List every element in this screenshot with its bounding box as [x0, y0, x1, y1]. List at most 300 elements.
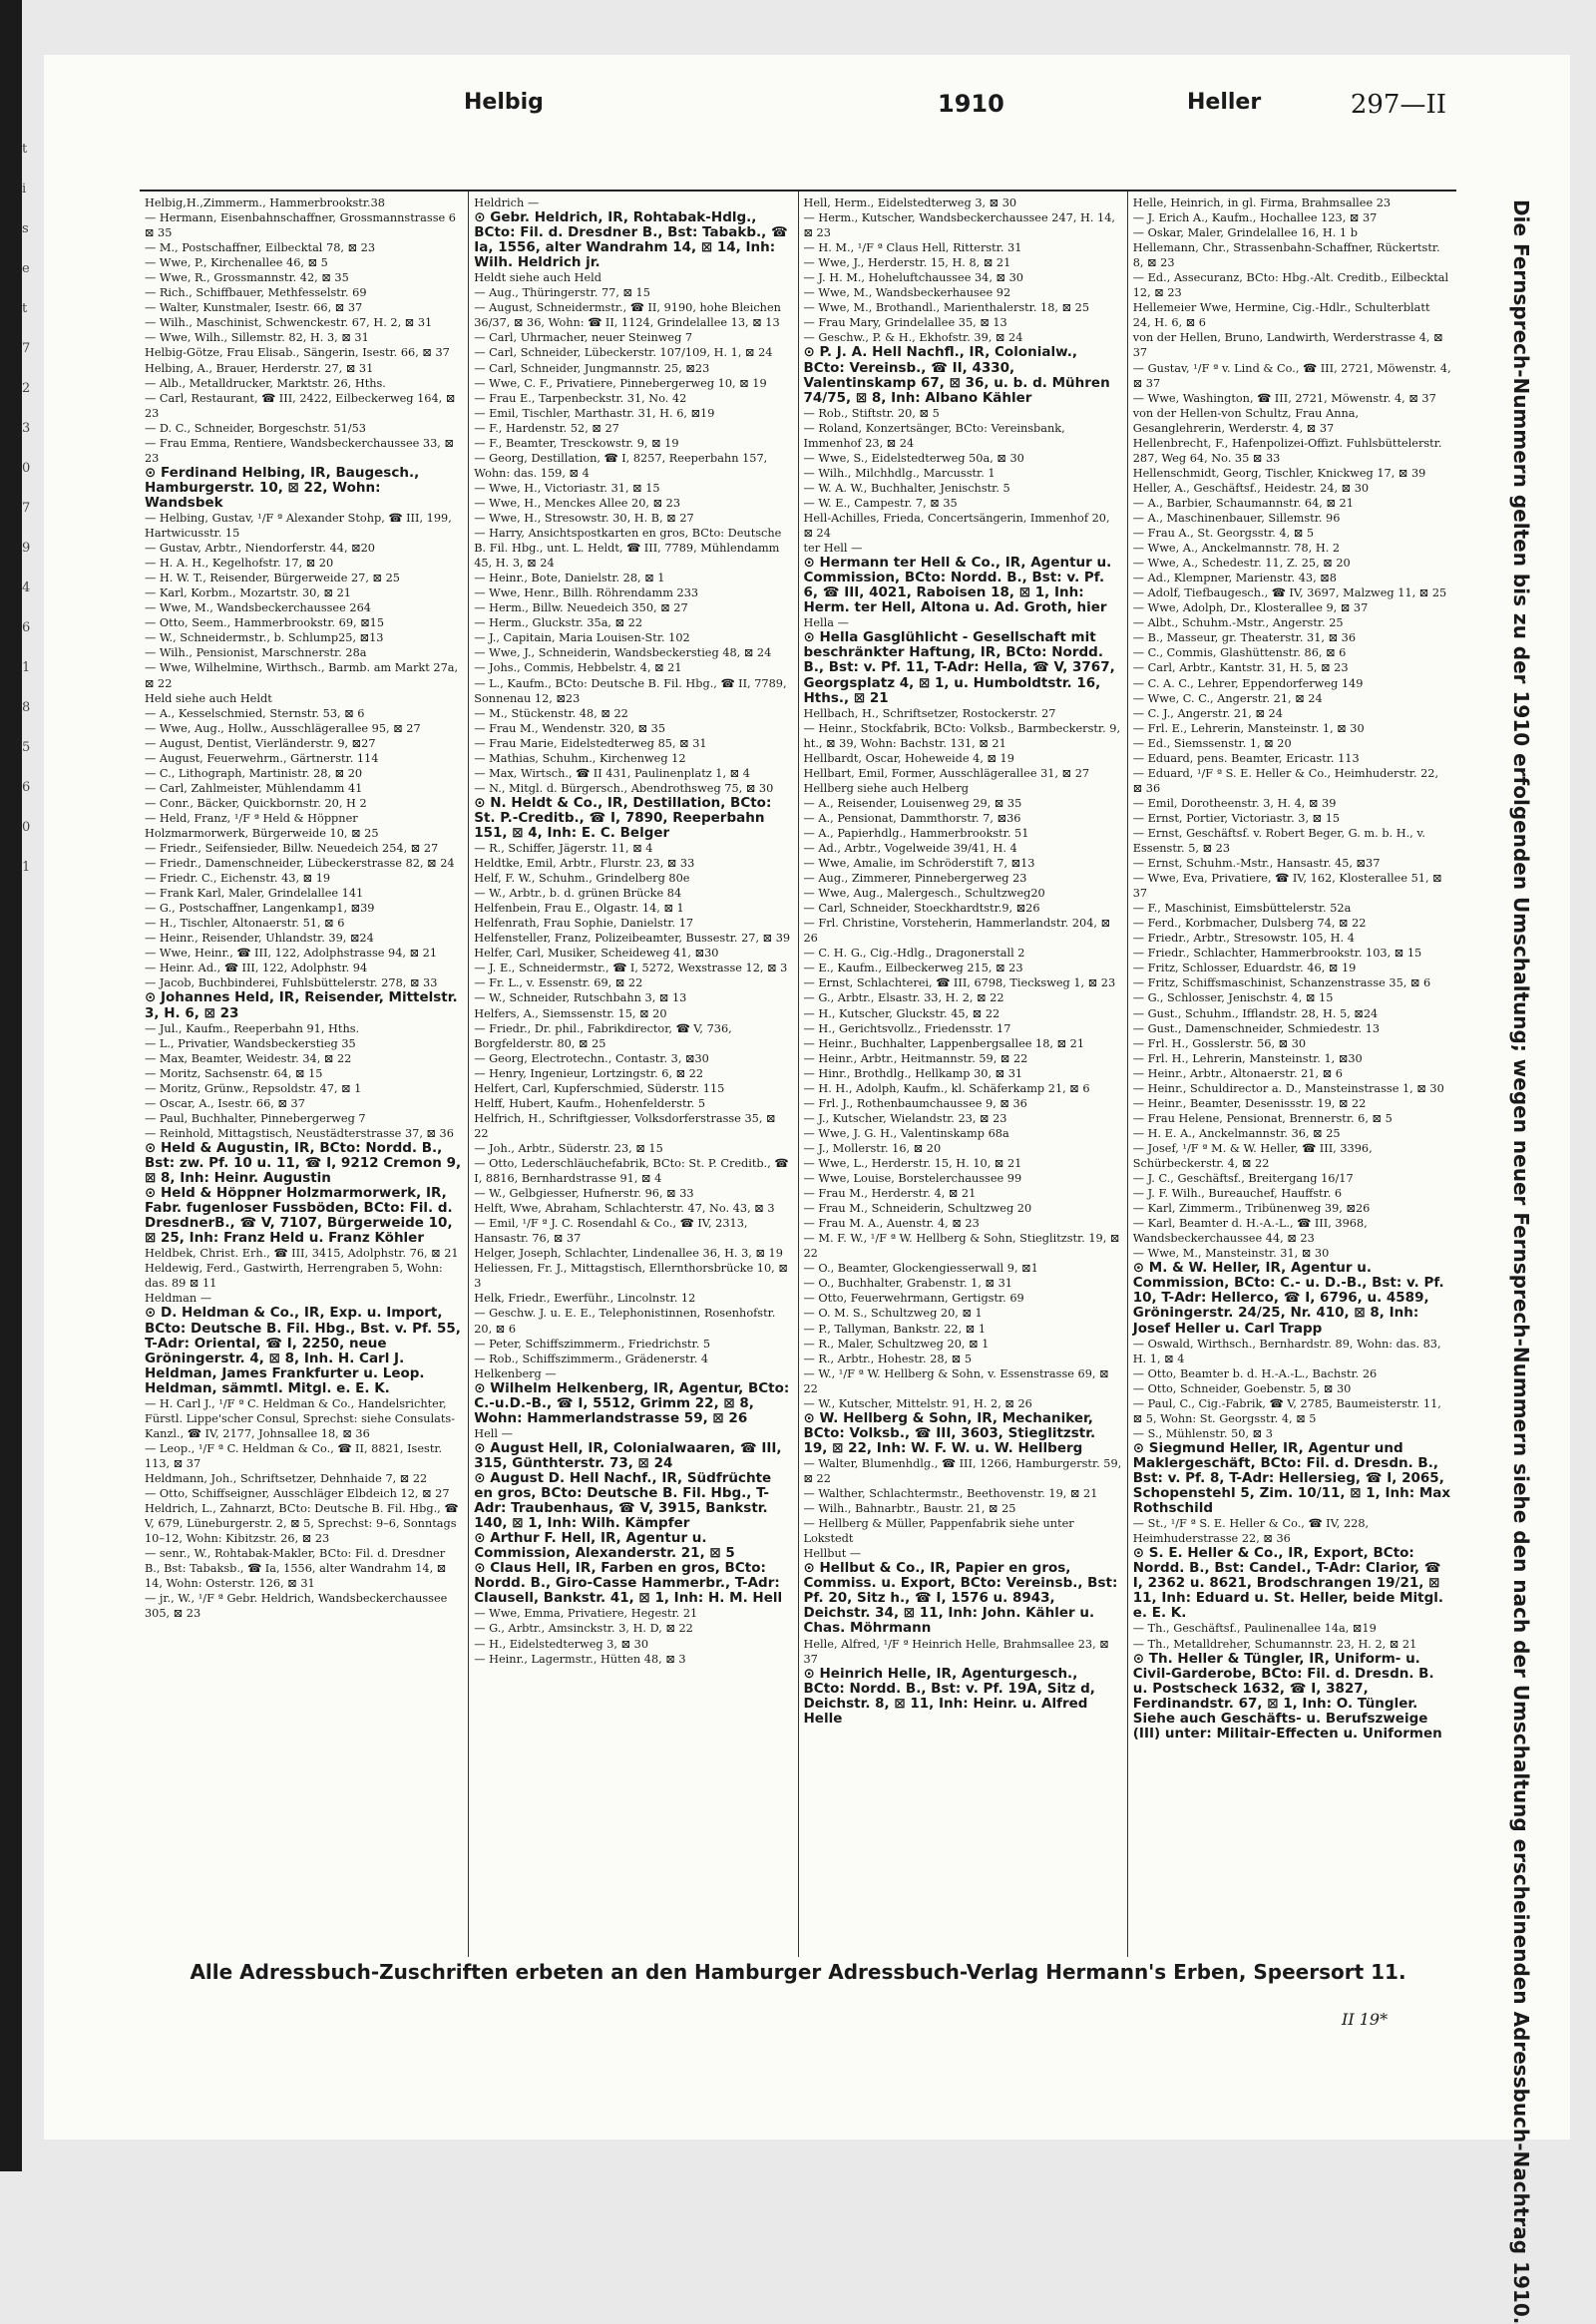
directory-entry: — Wwe, M., Wandsbeckerhausee 92: [803, 286, 1011, 300]
directory-entry: — Walter, Kunstmaler, Isestr. 66, ⊠ 37: [145, 301, 363, 315]
directory-entry: ⊙ N. Heldt & Co., IR, Destillation, BCto: St. P.-Creditb., ☎ I, 7890, Reeperbahn 151, ⊠ 4, Inh: E. C. Belger: [474, 794, 772, 841]
directory-entry: — Frl. J., Rothenbaumchaussee 9, ⊠ 36: [803, 1096, 1027, 1110]
directory-entry: Helfer, Carl, Musiker, Scheideweg 41, ⊠30: [474, 947, 719, 961]
directory-entry: ⊙ W. Hellberg & Sohn, IR, Mechaniker, BCto: Volksb., ☎ III, 3603, Stieglitzstr. 19, ⊠ 22, Inh: W. F. W. u. W. Hellberg: [803, 1409, 1096, 1456]
directory-entry: — Heinr., Beamter, Desenissstr. 19, ⊠ 22: [1132, 1096, 1367, 1110]
directory-entry: ⊙ Hermann ter Hell & Co., IR, Agentur u. Commission, BCto: Nordd. B., Bst: v. Pf. 6, ☎ III, 4021, Raboisen 18, ⊠ 1, Inh: Herm. ter Hell, Altona u. Ad. Groth, hier: [803, 555, 1112, 616]
directory-entry: — Oskar, Maler, Grindelallee 16, H. 1 b: [1132, 226, 1358, 240]
directory-entry: Helfrich, H., Schriftgiesser, Volksdorferstrasse 35, ⊠ 22: [474, 1111, 776, 1140]
directory-entry: — Wwe, Adolph, Dr., Klosterallee 9, ⊠ 37: [1132, 601, 1369, 615]
directory-entry: Helff, Hubert, Kaufm., Hohenfelderstr. 5: [474, 1096, 706, 1110]
directory-entry: ⊙ Held & Augustin, IR, BCto: Nordd. B., Bst: zw. Pf. 10 u. 11, ☎ I, 9212 Cremon 9, ⊠ 8, Inh: Heinr. Augustin: [145, 1139, 462, 1187]
directory-entry: — O. M. S., Schultzweg 20, ⊠ 1: [803, 1307, 983, 1321]
directory-entry: — Wwe, A., Schedestr. 11, Z. 25, ⊠ 20: [1132, 557, 1351, 571]
directory-entry: — Heinr., Reisender, Uhlandstr. 39, ⊠24: [145, 932, 374, 946]
directory-entry: Heldewig, Ferd., Gastwirth, Herrengraben 5, Wohn: das. 89 ⊠ 11: [145, 1262, 443, 1291]
directory-entry: — B., Masseur, gr. Theaterstr. 31, ⊠ 36: [1132, 631, 1357, 645]
directory-entry: — Rich., Schiffbauer, Methfesselstr. 69: [145, 286, 367, 300]
margin-fragment: t: [22, 142, 28, 157]
directory-entry: — Geschw. J. u. E. E., Telephonistinnen, Rosenhofstr. 20, ⊠ 6: [474, 1307, 776, 1336]
directory-entry: — A., Barbier, Schaumannstr. 64, ⊠ 21: [1132, 496, 1354, 510]
directory-entry: ⊙ August Hell, IR, Colonialwaaren, ☎ III, 315, Günthterstr. 73, ⊠ 24: [474, 1439, 782, 1471]
directory-entry: — Wilh., Bahnarbtr., Baustr. 21, ⊠ 25: [803, 1502, 1016, 1516]
directory-entry: — Reinhold, Mittagstisch, Neustädterstrasse 37, ⊠ 36: [145, 1126, 454, 1140]
directory-entry: — August, Dentist, Vierländerstr. 9, ⊠27: [145, 736, 376, 750]
directory-column-1: [140, 192, 469, 1957]
directory-entry: — Heinr. Ad., ☎ III, 122, Adolphstr. 94: [145, 962, 368, 975]
directory-entry: — Wwe, Henr., Billh. Röhrendamm 233: [474, 586, 699, 600]
side-notice: [1501, 199, 1541, 2324]
directory-entry: Heldrich —: [474, 196, 540, 209]
page-number: 297—II: [1350, 90, 1446, 120]
directory-entry: — Albt., Schuhm.-Mstr., Angerstr. 25: [1132, 616, 1344, 630]
directory-entry: — Heinr., Buchhalter, Lappenbergsallee 18, ⊠ 21: [803, 1036, 1085, 1050]
directory-entry: — Jacob, Buchbinderei, Fuhlsbüttelerstr. 278, ⊠ 33: [145, 976, 438, 990]
directory-entry: — Conr., Bäcker, Quickbornstr. 20, H 2: [145, 796, 367, 810]
directory-entry: — A., Pensionat, Dammthorstr. 7, ⊠36: [803, 811, 1021, 825]
directory-entry: — Heinr., Schuldirector a. D., Mansteinstrasse 1, ⊠ 30: [1132, 1081, 1444, 1095]
directory-entry: — Hermann, Eisenbahnschaffner, Grossmannstrasse 6 ⊠ 35: [145, 211, 456, 240]
directory-entry: — Wwe, Wilhelmine, Wirthsch., Barmb. am Markt 27a, ⊠ 22: [145, 661, 459, 690]
directory-entry: — Frau M., Schneiderin, Schultzweg 20: [803, 1202, 1032, 1216]
directory-entry: Hellenbrecht, F., Hafenpolizei-Offizt. Fuhlsbüttelerstr. 287, Weg 64, No. 35 ⊠ 33: [1132, 436, 1442, 465]
directory-entry: — S., Mühlenstr. 50, ⊠ 3: [1132, 1426, 1273, 1440]
directory-entry: Hell, Herm., Eidelstedterweg 3, ⊠ 30: [803, 196, 1017, 209]
directory-entry: — Wilh., Milchhdlg., Marcusstr. 1: [803, 466, 996, 480]
directory-entry: ⊙ Hellbut & Co., IR, Papier en gros, Commiss. u. Export, BCto: Vereinsb., Bst: Pf. 20, Sitz h., ☎ I, 1576 u. 8943, Deichstr. 34, ⊠ 11, Inh: John. Kähler u. Chas. Möhrmann: [803, 1560, 1118, 1637]
directory-entry: von der Hellen, Bruno, Landwirth, Werderstrasse 4, ⊠ 37: [1132, 331, 1443, 360]
margin-fragment: 3: [22, 421, 31, 436]
directory-entry: von der Hellen-von Schultz, Frau Anna, Gesanglehrerin, Werderstr. 4, ⊠ 37: [1132, 406, 1360, 435]
directory-entry: — Helbing, Gustav, ¹/F ª Alexander Stohp, ☎ III, 199, Hartwicusstr. 15: [145, 511, 452, 541]
directory-entry: — J. H. M., Hoheluftchaussee 34, ⊠ 30: [803, 271, 1023, 285]
directory-entry: ⊙ Hella Gasglühlicht - Gesellschaft mit beschränkter Haftung, IR, BCto: Nordd. B., Bst: v. Pf. 11, T-Adr: Hella, ☎ V, 3767, Georgsplatz 4, ⊠ 1, u. Humboldtstr. 16, Hths., ⊠ 21: [803, 629, 1115, 706]
directory-entry: — Josef, ¹/F ª M. & W. Heller, ☎ III, 3396, Schürbeckerstr. 4, ⊠ 22: [1132, 1141, 1373, 1170]
directory-entry: — Mathias, Schuhm., Kirchenweg 12: [474, 751, 686, 765]
directory-entry: — Rob., Stiftstr. 20, ⊠ 5: [803, 406, 940, 420]
directory-entry: — Friedr., Dr. phil., Fabrikdirector, ☎ V, 736, Borgfelderstr. 80, ⊠ 25: [474, 1021, 732, 1050]
directory-entry: — Wwe, R., Grossmannstr. 42, ⊠ 35: [145, 271, 349, 285]
directory-entry: — St., ¹/F ª S. E. Heller & Co., ☎ IV, 228, Heimhuderstrasse 22, ⊠ 36: [1132, 1517, 1370, 1546]
directory-entry: — H. Carl J., ¹/F ª C. Heldman & Co., Handelsrichter, Fürstl. Lippe'scher Consul, Sprechst: siehe Consulats-Kanzl., ☎ IV, 2177, Johnsallee 18, ⊠ 36: [145, 1396, 456, 1440]
directory-entry: — August, Schneidermstr., ☎ II, 9190, hohe Bleichen 36/37, ⊠ 36, Wohn: ☎ II, 1124, Grindelallee 13, ⊠ 13: [474, 301, 781, 330]
margin-fragment: 6: [22, 780, 31, 795]
directory-entry: — W. E., Campestr. 7, ⊠ 35: [803, 496, 958, 510]
directory-entry: — August, Feuerwehrm., Gärtnerstr. 114: [145, 751, 379, 765]
directory-entry: — Carl, Schneider, Lübeckerstr. 107/109, H. 1, ⊠ 24: [474, 346, 773, 360]
directory-entry: — Ernst, Portier, Victoriastr. 3, ⊠ 15: [1132, 811, 1341, 825]
header-year: 1910: [938, 90, 1004, 118]
directory-entry: — Carl, Arbtr., Kantstr. 31, H. 5, ⊠ 23: [1132, 661, 1349, 675]
directory-entry: — Frl. Christine, Vorsteherin, Hammerlandstr. 204, ⊠ 26: [803, 917, 1111, 946]
directory-entry: — H., Gerichtsvollz., Friedensstr. 17: [803, 1021, 1011, 1035]
directory-entry: ⊙ Held & Höppner Holzmarmorwerk, IR, Fabr. fugenloser Fussböden, BCto: Fil. d. DresdnerB., ☎ V, 7107, Bürgerweide 10, ⊠ 25, Inh: Franz Held u. Franz Köhler: [145, 1185, 453, 1247]
directory-entry: — H. E. A., Anckelmannstr. 36, ⊠ 25: [1132, 1126, 1341, 1140]
directory-entry: — Eduard, ¹/F ª S. E. Heller & Co., Heimhuderstr. 22, ⊠ 36: [1132, 766, 1439, 795]
directory-entry: — Emil, ¹/F ª J. C. Rosendahl & Co., ☎ IV, 2313, Hansastr. 76, ⊠ 37: [474, 1217, 748, 1246]
directory-entry: — F., Hardenstr. 52, ⊠ 27: [474, 421, 619, 435]
directory-entry: — W., Arbtr., b. d. grünen Brücke 84: [474, 887, 682, 901]
directory-entry: — Jul., Kaufm., Reeperbahn 91, Hths.: [145, 1021, 360, 1035]
directory-entry: — Wwe, C. F., Privatiere, Pinnebergerweg 10, ⊠ 19: [474, 376, 767, 390]
directory-entry: — Geschw., P. & H., Ekhofstr. 39, ⊠ 24: [803, 331, 1023, 345]
directory-entry: — A., Papierhdlg., Hammerbrookstr. 51: [803, 826, 1029, 840]
directory-entry: — J. E., Schneidermstr., ☎ I, 5272, Wexstrasse 12, ⊠ 3: [474, 962, 788, 975]
directory-entry: Hellbart, Emil, Former, Ausschlägerallee 31, ⊠ 27: [803, 766, 1090, 780]
directory-entry: — J., Mollerstr. 16, ⊠ 20: [803, 1141, 942, 1155]
directory-entry: — Th., Geschäftsf., Paulinenallee 14a, ⊠19: [1132, 1622, 1377, 1636]
directory-entry: — Th., Metalldreher, Schumannstr. 23, H. 2, ⊠ 21: [1132, 1637, 1417, 1651]
directory-entry: — Karl, Korbm., Mozartstr. 30, ⊠ 21: [145, 586, 351, 600]
directory-entry: Helft, Wwe, Abraham, Schlachterstr. 47, No. 43, ⊠ 3: [474, 1202, 775, 1216]
directory-entry: Hellenschmidt, Georg, Tischler, Knickweg 17, ⊠ 39: [1132, 466, 1426, 480]
directory-entry: — Gust., Schuhm., Ifflandstr. 28, H. 5, ⊠24: [1132, 1006, 1379, 1020]
directory-entry: — Wwe, M., Wandsbeckerchaussee 264: [145, 601, 371, 615]
directory-entry: — A., Maschinenbauer, Sillemstr. 96: [1132, 511, 1341, 525]
directory-entry: — Friedr., Damenschneider, Lübeckerstrasse 82, ⊠ 24: [145, 857, 455, 871]
scan-edge: [0, 0, 22, 2171]
directory-entry: — Wwe, J., Schneiderin, Wandsbeckerstieg 48, ⊠ 24: [474, 646, 772, 660]
directory-entry: Helfenrath, Frau Sophie, Danielstr. 17: [474, 917, 694, 931]
directory-entry: ⊙ Claus Hell, IR, Farben en gros, BCto: Nordd. B., Giro-Casse Hammerbr., T-Adr: Clausell, Bankstr. 41, ⊠ 1, Inh: H. M. Hell: [474, 1560, 783, 1607]
side-notice-text: Die Fernsprech-Nummern gelten bis zu der 1910 erfolgenden Umschaltung; wegen neuer Fernsprech-Nummern siehe den nach der Umschaltung erscheinenden Adressbuch-Nachtrag 1910.: [1509, 199, 1533, 2324]
directory-entry: ⊙ Ferdinand Helbing, IR, Baugesch., Hamburgerstr. 10, ⊠ 22, Wohn: Wandsbek: [145, 464, 420, 511]
directory-entry: — O., Buchhalter, Grabenstr. 1, ⊠ 31: [803, 1277, 1012, 1291]
directory-entry: — Carl, Schneider, Jungmannstr. 25, ⊠23: [474, 361, 710, 375]
directory-entry: — Joh., Arbtr., Süderstr. 23, ⊠ 15: [474, 1141, 663, 1155]
directory-entry: — Heinr., Lagermstr., Hütten 48, ⊠ 3: [474, 1652, 686, 1666]
directory-entry: ⊙ Siegmund Heller, IR, Agentur und Maklergeschäft, BCto: Fil. d. Dresdn. B., Bst: v. Pf. 8, T-Adr: Hellersieg, ☎ I, 2065, Schopenstehl 5, Zim. 10/11, ⊠ 1, Inh: Max Rothschild: [1132, 1439, 1451, 1517]
margin-fragment: 6: [22, 620, 31, 635]
directory-entry: — Hellberg & Müller, Pappenfabrik siehe unter Lokstedt: [803, 1517, 1074, 1546]
directory-entry: — G., Arbtr., Amsinckstr. 3, H. D, ⊠ 22: [474, 1622, 693, 1636]
directory-entry: — Herm., Kutscher, Wandsbeckerchaussee 247, H. 14, ⊠ 23: [803, 211, 1116, 240]
directory-entry: — Wwe, Aug., Malergesch., Schultzweg20: [803, 887, 1045, 901]
directory-entry: Heldtke, Emil, Arbtr., Flurstr. 23, ⊠ 33: [474, 857, 695, 871]
page-mark: II 19*: [1342, 2010, 1389, 2029]
directory-entry: — Emil, Tischler, Marthastr. 31, H. 6, ⊠19: [474, 406, 715, 420]
directory-entry: — Ed., Assecuranz, BCto: Hbg.-Alt. Creditb., Eilbecktal 12, ⊠ 23: [1132, 271, 1449, 300]
margin-fragment: e: [22, 261, 30, 276]
directory-entry: — Otto, Beamter b. d. H.-A.-L., Bachstr. 26: [1132, 1366, 1378, 1380]
directory-entry: — Frau A., St. Georgsstr. 4, ⊠ 5: [1132, 527, 1315, 541]
directory-entry: — Frl. H., Lehrerin, Mansteinstr. 1, ⊠30: [1132, 1051, 1363, 1065]
directory-entry: — Frau Emma, Rentiere, Wandsbeckerchaussee 33, ⊠ 23: [145, 436, 454, 465]
margin-fragment: 7: [22, 341, 31, 356]
directory-entry: — Frl. E., Lehrerin, Mansteinstr. 1, ⊠ 30: [1132, 721, 1365, 735]
directory-entry: — Ad., Klempner, Marienstr. 43, ⊠8: [1132, 572, 1337, 585]
directory-entry: — H. H., Adolph, Kaufm., kl. Schäferkamp 21, ⊠ 6: [803, 1081, 1090, 1095]
directory-entry: — H., Kutscher, Gluckstr. 45, ⊠ 22: [803, 1006, 1000, 1020]
directory-entry: ⊙ Heinrich Helle, IR, Agenturgesch., BCto: Nordd. B., Bst: v. Pf. 19A, Sitz d, Deichstr. 8, ⊠ 11, Inh: Heinr. u. Alfred Helle: [803, 1665, 1095, 1727]
directory-entry: — D. C., Schneider, Borgeschstr. 51/53: [145, 421, 366, 435]
directory-entry: Hell —: [474, 1426, 513, 1440]
directory-entry: — Frl. H., Gosslerstr. 56, ⊠ 30: [1132, 1036, 1307, 1050]
directory-entry: — Henry, Ingenieur, Lortzingstr. 6, ⊠ 22: [474, 1066, 704, 1080]
directory-entry: — Wwe, Heinr., ☎ III, 122, Adolphstrasse 94, ⊠ 21: [145, 947, 438, 961]
directory-entry: — Adolf, Tiefbaugesch., ☎ IV, 3697, Malzweg 11, ⊠ 25: [1132, 586, 1447, 600]
directory-entry: Helfers, A., Siemssenstr. 15, ⊠ 20: [474, 1006, 667, 1020]
directory-entry: — W., Gelbgiesser, Hufnerstr. 96, ⊠ 33: [474, 1187, 694, 1201]
directory-entry: Helle, Heinrich, in gl. Firma, Brahmsallee 23: [1132, 196, 1392, 209]
directory-entry: — Heinr., Arbtr., Altonaerstr. 21, ⊠ 6: [1132, 1066, 1343, 1080]
directory-entry: — F., Maschinist, Eimsbüttelerstr. 52a: [1132, 902, 1352, 916]
directory-entry: — Wwe, H., Stresowstr. 30, H. B, ⊠ 27: [474, 511, 694, 525]
directory-entry: — Karl, Zimmerm., Tribünenweg 39, ⊠26: [1132, 1202, 1371, 1216]
directory-entry: — C. A. C., Lehrer, Eppendorferweg 149: [1132, 676, 1364, 690]
directory-entry: — A., Kesselschmied, Sternstr. 53, ⊠ 6: [145, 706, 365, 720]
directory-entry: — Herm., Gluckstr. 35a, ⊠ 22: [474, 616, 643, 630]
directory-entry: — Fr. L., v. Essenstr. 69, ⊠ 22: [474, 976, 643, 990]
directory-entry: — Ernst, Geschäftsf. v. Robert Beger, G. m. b. H., v. Essenstr. 5, ⊠ 23: [1132, 826, 1425, 856]
directory-entry: — Aug., Thüringerstr. 77, ⊠ 15: [474, 286, 650, 300]
directory-entry: Helbing, A., Brauer, Herderstr. 27, ⊠ 31: [145, 361, 374, 375]
directory-entry: — H. W. T., Reisender, Bürgerweide 27, ⊠ 25: [145, 572, 400, 585]
directory-entry: Hellbach, H., Schriftsetzer, Rostockerstr. 27: [803, 706, 1056, 720]
directory-entry: — Otto, Lederschläuchefabrik, BCto: St. P. Creditb., ☎ I, 8816, Bernhardstrasse 91, ⊠ 4: [474, 1157, 789, 1186]
directory-entry: — Ferd., Korbmacher, Dulsberg 74, ⊠ 22: [1132, 917, 1367, 931]
directory-entry: — W., Schneidermstr., b. Schlump25, ⊠13: [145, 631, 384, 645]
directory-entry: Helkenberg —: [474, 1366, 557, 1380]
directory-entry: — Oscar, A., Isestr. 66, ⊠ 37: [145, 1096, 305, 1110]
directory-entry: — Herm., Billw. Neuedeich 350, ⊠ 27: [474, 601, 688, 615]
directory-entry: ⊙ P. J. A. Hell Nachfl., IR, Colonialw., BCto: Vereinsb., ☎ II, 4330, Valentinskamp 67, ⊠ 36, u. b. d. Mühren 74/75, ⊠ 8, Inh: Albano Kähler: [803, 344, 1110, 406]
directory-entry: ⊙ D. Heldman & Co., IR, Exp. u. Import, BCto: Deutsche B. Fil. Hbg., Bst. v. Pf. 55, T-Adr: Oriental, ☎ I, 2250, neue Gröningerstr. 4, ⊠ 8, Inh. H. Carl J. Heldman, James Frankfurter u. Leop. Heldman, sämmtl. Mitgl. e. E. K.: [145, 1305, 461, 1396]
directory-entry: Heldmann, Joh., Schriftsetzer, Dehnhaide 7, ⊠ 22: [145, 1471, 428, 1485]
directory-columns: [140, 190, 1456, 1957]
directory-entry: — G., Schlosser, Jenischstr. 4, ⊠ 15: [1132, 991, 1334, 1005]
directory-entry: — Heinr., Bote, Danielstr. 28, ⊠ 1: [474, 572, 665, 585]
margin-fragment: s: [22, 221, 29, 236]
directory-entry: — Emil, Dorotheenstr. 3, H. 4, ⊠ 39: [1132, 796, 1337, 810]
directory-entry: ⊙ Johannes Held, IR, Reisender, Mittelstr. 3, H. 6, ⊠ 23: [145, 989, 458, 1021]
directory-entry: — J. C., Geschäftsf., Breitergang 16/17: [1132, 1172, 1354, 1186]
directory-entry: — Wwe, Emma, Privatiere, Hegestr. 21: [474, 1607, 698, 1621]
directory-entry: ⊙ Th. Heller & Tüngler, IR, Uniform- u. Civil-Garderobe, BCto: Fil. d. Dresdn. B. u. Postscheck 1632, ☎ I, 3827, Ferdinandstr. 67, ⊠ 1, Inh: O. Tüngler. Siehe auch Geschäfts- u. Berufszweige (III) unter: Militair-Effecten u. Uniformen: [1132, 1650, 1442, 1742]
directory-entry: — Peter, Schiffszimmerm., Friedrichstr. 5: [474, 1337, 711, 1351]
directory-entry: Helfensteller, Franz, Polizeibeamter, Bussestr. 27, ⊠ 39: [474, 932, 791, 946]
directory-entry: — Gustav, Arbtr., Niendorferstr. 44, ⊠20: [145, 542, 375, 556]
directory-entry: — Wwe, C. C., Angerstr. 21, ⊠ 24: [1132, 691, 1323, 705]
directory-entry: — Friedr. C., Eichenstr. 43, ⊠ 19: [145, 872, 331, 886]
directory-entry: — Paul, C., Cig.-Fabrik, ☎ V, 2785, Baumeisterstr. 11, ⊠ 5, Wohn: St. Georgsstr. 4, ⊠ 5: [1132, 1396, 1441, 1425]
directory-entry: Hellemeier Wwe, Hermine, Cig.-Hdlr., Schulterblatt 24, H. 6, ⊠ 6: [1132, 301, 1430, 330]
directory-entry: Helfert, Carl, Kupferschmied, Süderstr. 115: [474, 1081, 725, 1095]
margin-fragment: 5: [22, 740, 31, 755]
directory-entry: — G., Arbtr., Elsastr. 33, H. 2, ⊠ 22: [803, 991, 1004, 1005]
running-header: [130, 90, 1446, 124]
directory-entry: — Frau M., Wendenstr. 320, ⊠ 35: [474, 721, 666, 735]
directory-entry: — R., Schiffer, Jägerstr. 11, ⊠ 4: [474, 842, 653, 856]
directory-entry: — Ernst, Schuhm.-Mstr., Hansastr. 45, ⊠37: [1132, 857, 1381, 871]
directory-entry: ⊙ Arthur F. Hell, IR, Agentur u. Commission, Alexanderstr. 21, ⊠ 5: [474, 1530, 735, 1562]
directory-entry: Heller, A., Geschäftsf., Heidestr. 24, ⊠ 30: [1132, 481, 1370, 495]
directory-entry: ⊙ S. E. Heller & Co., IR, Export, BCto: Nordd. B., Bst: Candel., T-Adr: Clarior, ☎ I, 2362 u. 8621, Brodschrangen 19/21, ⊠ 11, Inh: Eduard u. St. Heller, beide Mitgl. e. E. K.: [1132, 1545, 1444, 1622]
directory-entry: — Walter, Blumenhdlg., ☎ III, 1266, Hamburgerstr. 59, ⊠ 22: [803, 1456, 1122, 1485]
directory-entry: — H., Eidelstedterweg 3, ⊠ 30: [474, 1637, 649, 1651]
header-last-name: Heller: [1187, 90, 1262, 115]
previous-page-margin: [22, 140, 42, 2035]
directory-entry: — Max, Wirtsch., ☎ II 431, Paulinenplatz 1, ⊠ 4: [474, 766, 750, 780]
directory-entry: — Wilh., Pensionist, Marschnerstr. 28a: [145, 646, 367, 660]
directory-entry: — Oswald, Wirthsch., Bernhardstr. 89, Wohn: das. 83, H. 1, ⊠ 4: [1132, 1337, 1441, 1365]
margin-fragment: 0: [22, 820, 31, 835]
directory-entry: — Wwe, L., Herderstr. 15, H. 10, ⊠ 21: [803, 1157, 1022, 1170]
directory-entry: Heliessen, Fr. J., Mittagstisch, Ellernthorsbrücke 10, ⊠ 3: [474, 1262, 788, 1291]
directory-entry: Helk, Friedr., Ewerführ., Lincolnstr. 12: [474, 1292, 696, 1306]
margin-fragment: 7: [22, 501, 31, 516]
directory-entry: — Carl, Uhrmacher, neuer Steinweg 7: [474, 331, 693, 345]
directory-entry: — Walther, Schlachtermstr., Beethovenstr. 19, ⊠ 21: [803, 1487, 1098, 1501]
directory-entry: Helger, Joseph, Schlachter, Lindenallee 36, H. 3, ⊠ 19: [474, 1247, 783, 1261]
directory-entry: — Frau Helene, Pensionat, Brennerstr. 6, ⊠ 5: [1132, 1111, 1393, 1125]
margin-fragment: 0: [22, 461, 31, 476]
directory-entry: — C., Lithograph, Martinistr. 28, ⊠ 20: [145, 766, 363, 780]
directory-entry: — Georg, Electrotechn., Contastr. 3, ⊠30: [474, 1051, 709, 1065]
directory-entry: Hell-Achilles, Frieda, Concertsängerin, Immenhof 20, ⊠ 24: [803, 511, 1110, 541]
directory-entry: — Frau Marie, Eidelstedterweg 85, ⊠ 31: [474, 736, 707, 750]
footer-notice: Alle Adressbuch-Zuschriften erbeten an den Hamburger Adressbuch-Verlag Hermann's Erben, Speersort 11.: [190, 1960, 1406, 1984]
directory-entry: — Heinr., Stockfabrik, BCto: Volksb., Barmbeckerstr. 9, ht., ⊠ 39, Wohn: Bachstr. 131, ⊠ 21: [803, 721, 1121, 750]
directory-entry: — R., Maler, Schultzweg 20, ⊠ 1: [803, 1337, 990, 1351]
directory-entry: — M., Stückenstr. 48, ⊠ 22: [474, 706, 628, 720]
directory-entry: — Wwe, J., Herderstr. 15, H. 8, ⊠ 21: [803, 256, 1011, 270]
directory-entry: — J., Capitain, Maria Louisen-Str. 102: [474, 631, 690, 645]
directory-entry: — Max, Beamter, Weidestr. 34, ⊠ 22: [145, 1051, 352, 1065]
directory-entry: — M. F. W., ¹/F ª W. Hellberg & Sohn, Stieglitzstr. 19, ⊠ 22: [803, 1232, 1120, 1261]
directory-entry: Helfenbein, Frau E., Olgastr. 14, ⊠ 1: [474, 902, 684, 916]
directory-entry: ⊙ August D. Hell Nachf., IR, Südfrüchte en gros, BCto: Deutsche B. Fil. Hbg., T-Adr: Traubenhaus, ☎ V, 3915, Bankstr. 140, ⊠ 1, Inh: Wilh. Kämpfer: [474, 1469, 772, 1532]
directory-entry: — Carl, Schneider, Stoeckhardtstr.9, ⊠26: [803, 902, 1040, 916]
directory-entry: Held siehe auch Heldt: [145, 691, 272, 705]
directory-entry: — Rob., Schiffszimmerm., Grädenerstr. 4: [474, 1352, 709, 1365]
directory-entry: — R., Arbtr., Hohestr. 28, ⊠ 5: [803, 1352, 973, 1365]
directory-entry: — H., Tischler, Altonaerstr. 51, ⊠ 6: [145, 917, 345, 931]
directory-entry: ⊙ Wilhelm Helkenberg, IR, Agentur, BCto: C.-u.D.-B., ☎ I, 5512, Grimm 22, ⊠ 8, Wohn: Hammerlandstrasse 59, ⊠ 26: [474, 1379, 790, 1426]
directory-entry: — Wwe, S., Eidelstedterweg 50a, ⊠ 30: [803, 451, 1024, 465]
margin-fragment: i: [22, 182, 27, 196]
directory-entry: — Otto, Schneider, Goebenstr. 5, ⊠ 30: [1132, 1381, 1352, 1395]
directory-entry: — Eduard, pens. Beamter, Ericastr. 113: [1132, 751, 1360, 765]
directory-entry: Helbig-Götze, Frau Elisab., Sängerin, Isestr. 66, ⊠ 37: [145, 346, 450, 360]
directory-entry: Heldrich, L., Zahnarzt, BCto: Deutsche B. Fil. Hbg., ☎ V, 679, Lüneburgerstr. 2, ⊠ 5, Sprechst: 9–6, Sonntags 10–12, Wohn: Kibitzstr. 26, ⊠ 23: [145, 1502, 459, 1546]
directory-entry: Helbig,H.,Zimmerm., Hammerbrookstr.38: [145, 196, 385, 209]
directory-entry: — Frau M. A., Auenstr. 4, ⊠ 23: [803, 1217, 980, 1231]
directory-entry: — Georg, Destillation, ☎ I, 8257, Reeperbahn 157, Wohn: das. 159, ⊠ 4: [474, 451, 768, 480]
directory-entry: — Gust., Damenschneider, Schmiedestr. 13: [1132, 1021, 1381, 1035]
directory-entry: — Hinr., Brothdlg., Hellkamp 30, ⊠ 31: [803, 1066, 1023, 1080]
margin-fragment: t: [22, 301, 28, 316]
directory-entry: — Frau Mary, Grindelallee 35, ⊠ 13: [803, 316, 1007, 330]
directory-entry: — Ed., Siemssenstr. 1, ⊠ 20: [1132, 736, 1292, 750]
directory-entry: Heldbek, Christ. Erh., ☎ III, 3415, Adolphstr. 76, ⊠ 21: [145, 1247, 459, 1261]
directory-entry: — Wwe, Wilh., Sillemstr. 82, H. 3, ⊠ 31: [145, 331, 369, 345]
directory-entry: — H. A. H., Kegelhofstr. 17, ⊠ 20: [145, 557, 334, 571]
directory-entry: — Otto, Seem., Hammerbrookstr. 69, ⊠15: [145, 616, 385, 630]
directory-entry: — Otto, Feuerwehrmann, Gertigstr. 69: [803, 1292, 1024, 1306]
directory-entry: — Fritz, Schiffsmaschinist, Schanzenstrasse 35, ⊠ 6: [1132, 976, 1431, 990]
directory-entry: Hellbut —: [803, 1547, 862, 1561]
directory-entry: Heldman —: [145, 1292, 211, 1306]
directory-entry: — Wwe, Amalie, im Schröderstift 7, ⊠13: [803, 857, 1035, 871]
directory-entry: — W. A. W., Buchhalter, Jenischstr. 5: [803, 481, 1010, 495]
margin-fragment: 9: [22, 541, 31, 556]
directory-entry: — Heinr., Arbtr., Heitmannstr. 59, ⊠ 22: [803, 1051, 1028, 1065]
directory-entry: — Friedr., Schlachter, Hammerbrookstr. 103, ⊠ 15: [1132, 947, 1422, 961]
directory-entry: — L., Kaufm., BCto: Deutsche B. Fil. Hbg., ☎ II, 7789, Sonnenau 12, ⊠23: [474, 676, 787, 705]
directory-entry: — Harry, Ansichtspostkarten en gros, BCto: Deutsche B. Fil. Hbg., unt. L. Heldt, ☎ III, 7789, Mühlendamm 45, H. 3, ⊠ 24: [474, 527, 782, 571]
header-first-name: Helbig: [464, 90, 544, 115]
directory-entry: — Frau E., Tarpenbeckstr. 31, No. 42: [474, 391, 687, 405]
directory-entry: — Wwe, H., Victoriastr. 31, ⊠ 15: [474, 481, 660, 495]
directory-entry: — J. F. Wilh., Bureauchef, Hauffstr. 6: [1132, 1187, 1343, 1201]
directory-entry: — Wwe, Washington, ☎ III, 2721, Möwenstr. 4, ⊠ 37: [1132, 391, 1436, 405]
directory-entry: — Wwe, Louise, Borstelerchaussee 99: [803, 1172, 1022, 1186]
directory-entry: — Roland, Konzertsänger, BCto: Vereinsbank, Immenhof 23, ⊠ 24: [803, 421, 1065, 450]
directory-entry: Hellemann, Chr., Strassenbahn-Schaffner, Rückertstr. 8, ⊠ 23: [1132, 241, 1440, 270]
directory-entry: — C. H. G., Cig.-Hdlg., Dragonerstall 2: [803, 947, 1025, 961]
directory-entry: — Leop., ¹/F ª C. Heldman & Co., ☎ II, 8821, Isestr. 113, ⊠ 37: [145, 1441, 443, 1470]
margin-fragment: 4: [22, 581, 31, 595]
directory-entry: — N., Mitgl. d. Bürgersch., Abendrothsweg 75, ⊠ 30: [474, 781, 774, 795]
directory-entry: — Moritz, Sachsenstr. 64, ⊠ 15: [145, 1066, 323, 1080]
directory-entry: — Friedr., Arbtr., Stresowstr. 105, H. 4: [1132, 932, 1355, 946]
directory-entry: — Paul, Buchhalter, Pinnebergerweg 7: [145, 1111, 366, 1125]
directory-entry: — J. Erich A., Kaufm., Hochallee 123, ⊠ 37: [1132, 211, 1378, 225]
directory-entry: — Alb., Metalldrucker, Marktstr. 26, Hths.: [145, 376, 386, 390]
margin-fragment: 2: [22, 381, 31, 396]
directory-entry: — L., Privatier, Wandsbeckerstieg 35: [145, 1036, 356, 1050]
directory-entry: — G., Postschaffner, Langenkamp1, ⊠39: [145, 902, 375, 916]
directory-entry: Hellberg siehe auch Helberg: [803, 781, 969, 795]
directory-entry: Helf, F. W., Schuhm., Grindelberg 80e: [474, 872, 690, 886]
directory-entry: — P., Tallyman, Bankstr. 22, ⊠ 1: [803, 1322, 987, 1336]
directory-entry: — J., Kutscher, Wielandstr. 23, ⊠ 23: [803, 1111, 1007, 1125]
margin-fragment: 1: [22, 660, 31, 675]
directory-entry: — H. M., ¹/F ª Claus Hell, Ritterstr. 31: [803, 241, 1022, 255]
directory-entry: — senr., W., Rohtabak-Makler, BCto: Fil. d. Dresdner B., Bst: Tabaksb., ☎ Ia, 1556, alter Wandrahm 14, ⊠ 14, Wohn: Osterstr. 126, ⊠ 31: [145, 1547, 447, 1591]
directory-entry: — Wwe, Aug., Hollw., Ausschlägerallee 95, ⊠ 27: [145, 721, 421, 735]
directory-entry: Helle, Alfred, ¹/F ª Heinrich Helle, Brahmsallee 23, ⊠ 37: [803, 1637, 1109, 1666]
directory-entry: — Wilh., Maschinist, Schwenckestr. 67, H. 2, ⊠ 31: [145, 316, 433, 330]
directory-entry: — Wwe, Eva, Privatiere, ☎ IV, 162, Klosterallee 51, ⊠ 37: [1132, 872, 1442, 901]
directory-entry: — Wwe, P., Kirchenallee 46, ⊠ 5: [145, 256, 328, 270]
directory-entry: — C., Commis, Glashüttenstr. 86, ⊠ 6: [1132, 646, 1347, 660]
directory-entry: — Johs., Commis, Hebbelstr. 4, ⊠ 21: [474, 661, 682, 675]
directory-entry: — W., Kutscher, Mittelstr. 91, H. 2, ⊠ 26: [803, 1396, 1032, 1410]
directory-entry: — E., Kaufm., Eilbeckerweg 215, ⊠ 23: [803, 962, 1023, 975]
directory-entry: — Wwe, A., Anckelmannstr. 78, H. 2: [1132, 542, 1341, 556]
directory-entry: — Ad., Arbtr., Vogelweide 39/41, H. 4: [803, 842, 1017, 856]
directory-entry: — W., Schneider, Rutschbahn 3, ⊠ 13: [474, 991, 687, 1005]
directory-column-2: [469, 192, 798, 1957]
directory-entry: — C. J., Angerstr. 21, ⊠ 24: [1132, 706, 1283, 720]
directory-entry: — Gustav, ¹/F ª v. Lind & Co., ☎ III, 2721, Möwenstr. 4, ⊠ 37: [1132, 361, 1451, 390]
directory-entry: — Wwe, M., Brothandl., Marienthalerstr. 18, ⊠ 25: [803, 301, 1090, 315]
directory-entry: — M., Postschaffner, Eilbecktal 78, ⊠ 23: [145, 241, 376, 255]
directory-entry: — W., ¹/F ª W. Hellberg & Sohn, v. Essenstrasse 69, ⊠ 22: [803, 1366, 1109, 1395]
directory-entry: Hella —: [803, 616, 849, 630]
directory-entry: — Fritz, Schlosser, Eduardstr. 46, ⊠ 19: [1132, 962, 1357, 975]
directory-entry: Hellbardt, Oscar, Hoheweide 4, ⊠ 19: [803, 751, 1014, 765]
directory-entry: ⊙ M. & W. Heller, IR, Agentur u. Commission, BCto: C.- u. D.-B., Bst: v. Pf. 10, T-Adr: Hellerco, ☎ I, 6796, u. 4589, Gröningerstr. 24/25, Nr. 410, ⊠ 8, Inh: Josef Heller u. Carl Trapp: [1132, 1260, 1444, 1337]
directory-column-4: [1128, 192, 1456, 1957]
directory-column-3: [799, 192, 1128, 1957]
directory-entry: — Carl, Restaurant, ☎ III, 2422, Eilbeckerweg 164, ⊠ 23: [145, 391, 456, 420]
directory-entry: — O., Beamter, Glockengiesserwall 9, ⊠1: [803, 1262, 1038, 1276]
directory-entry: — Karl, Beamter d. H.-A.-L., ☎ III, 3968, Wandsbeckerchaussee 44, ⊠ 23: [1132, 1217, 1368, 1246]
directory-entry: ter Hell —: [803, 542, 863, 556]
